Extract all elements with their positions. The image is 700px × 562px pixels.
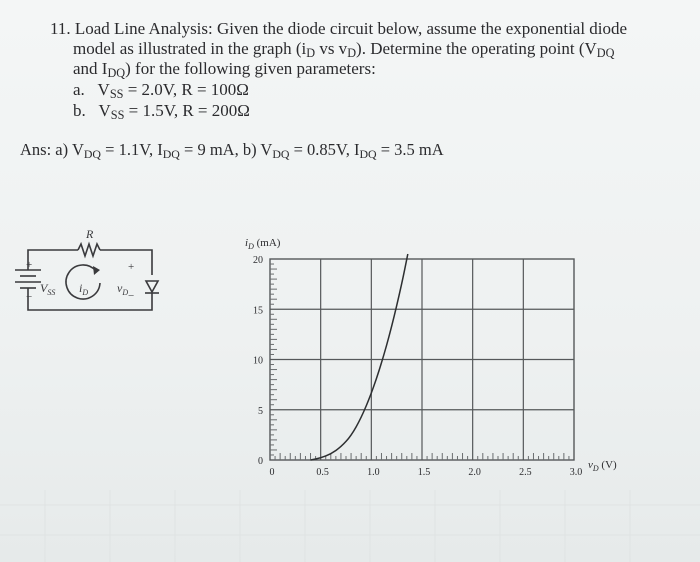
x-tick-label: 3.0 <box>569 467 583 478</box>
voltage-minus: − <box>128 290 135 302</box>
y-axis-label: $i_D$ (mA) <box>245 237 281 251</box>
answer-text: = 3.5 mA <box>376 140 444 159</box>
x-tick-label: 1.5 <box>417 467 431 478</box>
source-minus: − <box>26 291 33 303</box>
answer-text: = 1.1V, I <box>101 140 163 159</box>
source-plus: + <box>26 259 33 271</box>
item-sub: SS <box>109 87 124 102</box>
x-tick-label: 2.5 <box>519 467 532 478</box>
y-tick-label: 20 <box>253 255 263 266</box>
problem-text-3b: ) for the following given parameters: <box>125 59 376 78</box>
y-tick-label: 15 <box>253 305 263 317</box>
x-tick-label: 2.0 <box>468 467 481 478</box>
item-marker: b. <box>73 101 86 120</box>
item-value: = 1.5V, R = 200Ω <box>124 101 250 120</box>
y-tick-label: 10 <box>253 355 263 367</box>
x-tick-label: 1.0 <box>367 467 380 478</box>
problem-text-2c: ). Determine the operating point (V <box>356 39 597 58</box>
item-value: = 2.0V, R = 100Ω <box>123 80 249 99</box>
item-marker: a. <box>73 80 85 99</box>
y-tick-label: 0 <box>258 456 263 467</box>
voltage-plus: + <box>128 261 135 273</box>
x-axis-label: $v_D$ (V) <box>588 459 617 473</box>
item-sub: SS <box>110 108 125 123</box>
problem-text-3a: and I <box>73 59 108 78</box>
y-tick-label: 5 <box>258 405 263 417</box>
voltage-label: $v_D$ <box>117 281 129 297</box>
answer-sub: DQ <box>83 146 102 161</box>
x-tick-label: 0 <box>269 467 275 478</box>
answer-text: Ans: a) V <box>20 140 84 159</box>
answer-sub: DQ <box>272 146 290 161</box>
current-label: $i_D$ <box>79 281 89 297</box>
sub-dq: DQ <box>596 46 615 61</box>
item-var: V <box>98 101 111 120</box>
sub-d: D <box>347 46 357 61</box>
sub-dq: DQ <box>107 66 126 81</box>
answer-text: = 9 mA, b) V <box>179 140 273 159</box>
problem-text-2a: model as illustrated in the graph (i <box>73 39 307 58</box>
problem-number: 11. <box>50 19 71 38</box>
answer-sub: DQ <box>162 146 180 161</box>
answer-sub: DQ <box>359 146 377 161</box>
resistor-label: R <box>86 227 94 241</box>
problem-text-2b: vs v <box>315 39 348 58</box>
problem-text-1: Load Line Analysis: Given the diode circuit below, assume the exponential diode <box>74 19 628 38</box>
answer-text: = 0.85V, I <box>289 140 360 159</box>
x-tick-label: 0.5 <box>316 467 329 478</box>
sub-d: D <box>306 46 316 61</box>
item-var: V <box>97 80 110 99</box>
source-label: $V_{SS}$ <box>40 281 56 297</box>
